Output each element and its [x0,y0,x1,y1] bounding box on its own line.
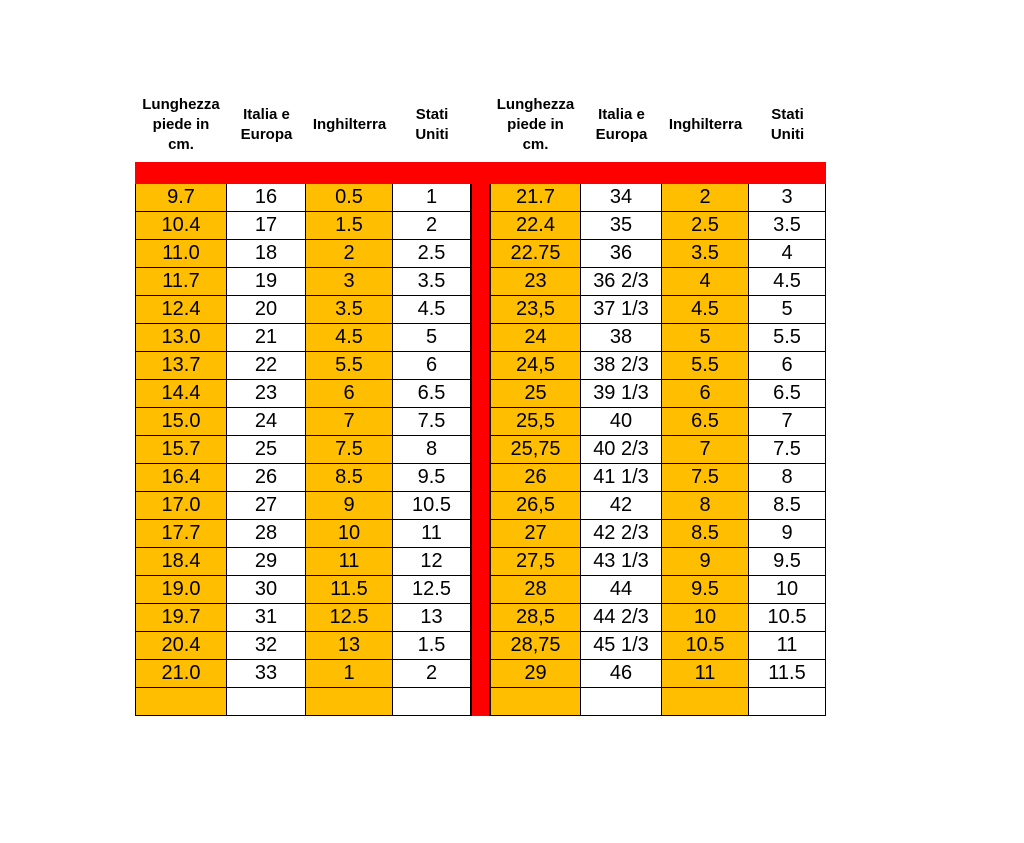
cell-right-united-states: 9 [749,520,826,548]
cell-right-foot-length: 23,5 [490,296,581,324]
cell-left-italy-europe: 32 [227,632,306,660]
header-right-foot-length: Lunghezza piede in cm. [496,96,575,153]
cell-left-united-states: 5 [393,324,471,352]
cell-left-italy-europe: 30 [227,576,306,604]
cell-right-foot-length: 26,5 [490,492,581,520]
red-column-divider [471,184,490,716]
cell-right-england: 7.5 [662,464,749,492]
cell-left-united-states: 2 [393,212,471,240]
cell-right-england: 4 [662,268,749,296]
cell-right-foot-length: 25,75 [490,436,581,464]
cell-right-united-states: 5.5 [749,324,826,352]
cell-left-united-states: 1.5 [393,632,471,660]
cell-right-foot-length: 28,5 [490,604,581,632]
cell-left-united-states: 6.5 [393,380,471,408]
cell-right-italy-europe: 46 [581,660,662,688]
cell-right-italy-europe: 35 [581,212,662,240]
cell-left-england: 3.5 [306,296,393,324]
cell-left-united-states: 4.5 [393,296,471,324]
header-left-italy-europe: Italia e Europa [240,106,293,143]
header-left-england: Inghilterra [312,116,387,133]
cell-right-united-states: 8 [749,464,826,492]
cell-left-italy-europe: 22 [227,352,306,380]
cell-left-england: 13 [306,632,393,660]
cell-right-united-states: 9.5 [749,548,826,576]
cell-right-italy-europe: 44 [581,576,662,604]
shoe-size-chart [135,88,826,684]
cell-left-foot-length: 19.7 [135,604,227,632]
cell-left-foot-length: 13.7 [135,352,227,380]
cell-left-england: 6 [306,380,393,408]
cell-right-england: 9.5 [662,576,749,604]
cell-right-italy-europe: 45 1/3 [581,632,662,660]
cell-left-italy-europe: 27 [227,492,306,520]
cell-left-england: 1.5 [306,212,393,240]
cell-right-england: 10.5 [662,632,749,660]
cell-right-italy-europe: 42 2/3 [581,520,662,548]
cell-left-foot-length: 10.4 [135,212,227,240]
cell-left-england [306,688,393,716]
cell-left-england: 4.5 [306,324,393,352]
cell-right-italy-europe: 34 [581,184,662,212]
cell-right-united-states: 11.5 [749,660,826,688]
cell-right-united-states: 4.5 [749,268,826,296]
cell-left-foot-length: 12.4 [135,296,227,324]
cell-left-foot-length: 18.4 [135,548,227,576]
cell-right-foot-length: 23 [490,268,581,296]
cell-left-england: 9 [306,492,393,520]
cell-left-italy-europe: 24 [227,408,306,436]
cell-right-england: 8 [662,492,749,520]
header-right-england: Inghilterra [668,116,743,133]
header-row [135,88,826,162]
cell-right-italy-europe [581,688,662,716]
cell-right-england: 6.5 [662,408,749,436]
cell-left-foot-length: 14.4 [135,380,227,408]
cell-right-england: 2.5 [662,212,749,240]
cell-right-foot-length: 29 [490,660,581,688]
cell-right-foot-length [490,688,581,716]
cell-left-united-states: 3.5 [393,268,471,296]
cell-left-italy-europe: 23 [227,380,306,408]
cell-right-england: 4.5 [662,296,749,324]
cell-left-united-states: 9.5 [393,464,471,492]
cell-left-italy-europe: 26 [227,464,306,492]
cell-right-united-states: 11 [749,632,826,660]
cell-left-england: 12.5 [306,604,393,632]
cell-left-italy-europe: 28 [227,520,306,548]
cell-right-foot-length: 24,5 [490,352,581,380]
cell-left-united-states: 13 [393,604,471,632]
cell-right-united-states: 3.5 [749,212,826,240]
cell-right-united-states: 6.5 [749,380,826,408]
cell-right-italy-europe: 43 1/3 [581,548,662,576]
cell-left-england: 11 [306,548,393,576]
cell-right-foot-length: 21.7 [490,184,581,212]
cell-left-united-states: 10.5 [393,492,471,520]
cell-left-foot-length: 11.0 [135,240,227,268]
cell-right-united-states: 4 [749,240,826,268]
cell-left-italy-europe: 18 [227,240,306,268]
cell-left-united-states: 7.5 [393,408,471,436]
cell-left-england: 8.5 [306,464,393,492]
cell-right-united-states: 7 [749,408,826,436]
cell-right-england: 11 [662,660,749,688]
cell-left-england: 0.5 [306,184,393,212]
cell-left-england: 2 [306,240,393,268]
cell-right-england: 10 [662,604,749,632]
cell-right-foot-length: 22.4 [490,212,581,240]
cell-right-united-states: 10.5 [749,604,826,632]
cell-left-foot-length: 15.7 [135,436,227,464]
cell-left-foot-length: 11.7 [135,268,227,296]
cell-right-foot-length: 25 [490,380,581,408]
cell-right-foot-length: 25,5 [490,408,581,436]
cell-right-italy-europe: 38 [581,324,662,352]
cell-left-england: 5.5 [306,352,393,380]
cell-right-united-states: 6 [749,352,826,380]
cell-left-england: 1 [306,660,393,688]
cell-left-italy-europe: 31 [227,604,306,632]
cell-left-england: 7 [306,408,393,436]
cell-right-england: 3.5 [662,240,749,268]
cell-left-england: 11.5 [306,576,393,604]
cell-left-foot-length: 17.0 [135,492,227,520]
cell-right-england: 5.5 [662,352,749,380]
cell-right-italy-europe: 40 [581,408,662,436]
cell-right-italy-europe: 41 1/3 [581,464,662,492]
cell-right-italy-europe: 39 1/3 [581,380,662,408]
red-header-bar [135,162,826,184]
cell-right-england: 7 [662,436,749,464]
cell-left-italy-europe: 17 [227,212,306,240]
cell-right-italy-europe: 37 1/3 [581,296,662,324]
cell-left-united-states: 6 [393,352,471,380]
cell-left-united-states: 12.5 [393,576,471,604]
cell-left-foot-length: 9.7 [135,184,227,212]
cell-right-italy-europe: 36 2/3 [581,268,662,296]
cell-left-italy-europe: 29 [227,548,306,576]
cell-right-italy-europe: 44 2/3 [581,604,662,632]
cell-right-united-states: 10 [749,576,826,604]
cell-left-united-states: 12 [393,548,471,576]
cell-left-england: 7.5 [306,436,393,464]
cell-right-united-states [749,688,826,716]
cell-left-united-states: 8 [393,436,471,464]
cell-right-italy-europe: 36 [581,240,662,268]
cell-right-england [662,688,749,716]
cell-left-foot-length: 20.4 [135,632,227,660]
cell-left-united-states: 2.5 [393,240,471,268]
cell-right-foot-length: 22.75 [490,240,581,268]
cell-left-italy-europe: 21 [227,324,306,352]
cell-right-england: 8.5 [662,520,749,548]
cell-right-italy-europe: 42 [581,492,662,520]
cell-left-italy-europe [227,688,306,716]
cell-left-foot-length: 13.0 [135,324,227,352]
cell-right-foot-length: 28,75 [490,632,581,660]
cell-left-foot-length: 15.0 [135,408,227,436]
header-left-foot-length: Lunghezza piede in cm. [142,96,220,153]
cell-right-united-states: 5 [749,296,826,324]
cell-right-england: 9 [662,548,749,576]
cell-right-united-states: 3 [749,184,826,212]
cell-right-italy-europe: 38 2/3 [581,352,662,380]
cell-right-foot-length: 27 [490,520,581,548]
cell-right-united-states: 8.5 [749,492,826,520]
cell-right-foot-length: 26 [490,464,581,492]
header-right-italy-europe: Italia e Europa [595,106,648,143]
header-left-united-states: Stati Uniti [415,106,449,143]
cell-left-england: 10 [306,520,393,548]
cell-right-england: 6 [662,380,749,408]
cell-left-foot-length: 16.4 [135,464,227,492]
cell-left-italy-europe: 19 [227,268,306,296]
cell-left-foot-length: 21.0 [135,660,227,688]
cell-right-united-states: 7.5 [749,436,826,464]
cell-right-foot-length: 27,5 [490,548,581,576]
header-right-united-states: Stati Uniti [770,106,805,143]
cell-right-england: 2 [662,184,749,212]
cell-right-foot-length: 24 [490,324,581,352]
cell-left-italy-europe: 25 [227,436,306,464]
cell-left-italy-europe: 16 [227,184,306,212]
cell-left-united-states: 2 [393,660,471,688]
cell-left-united-states [393,688,471,716]
cell-left-italy-europe: 20 [227,296,306,324]
cell-left-united-states: 1 [393,184,471,212]
cell-left-italy-europe: 33 [227,660,306,688]
cell-right-england: 5 [662,324,749,352]
cell-left-foot-length: 19.0 [135,576,227,604]
cell-left-foot-length [135,688,227,716]
cell-left-england: 3 [306,268,393,296]
cell-left-united-states: 11 [393,520,471,548]
cell-left-foot-length: 17.7 [135,520,227,548]
cell-right-foot-length: 28 [490,576,581,604]
cell-right-italy-europe: 40 2/3 [581,436,662,464]
